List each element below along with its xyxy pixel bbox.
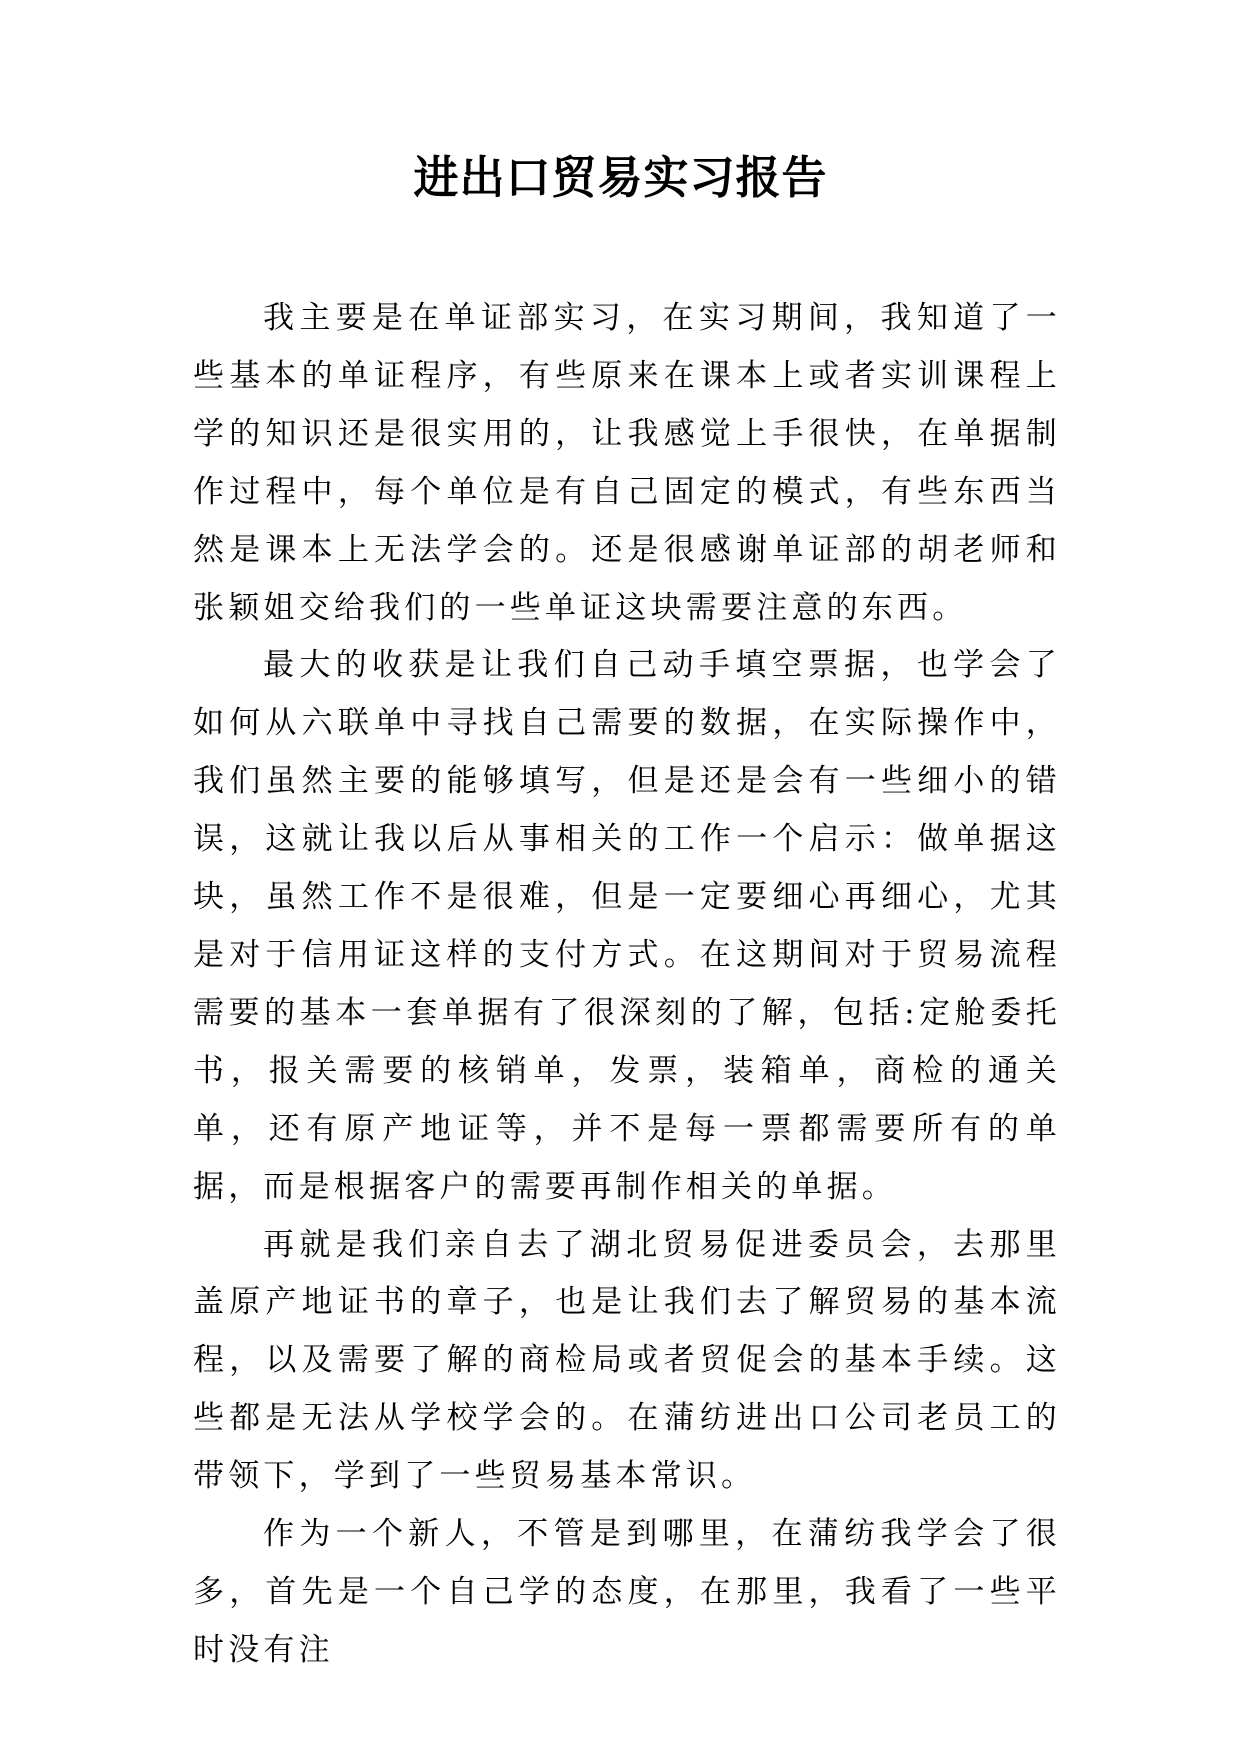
document-body [193,290,1061,1680]
paragraph-4: 作为一个新人，不管是到哪里，在蒲纺我学会了很多，首先是一个自己学的态度，在那里，我看了一些平时没有注 [193,1516,1061,1668]
document-title: 进出口贸易实习报告 [413,151,828,204]
paragraph-1: 我主要是在单证部实习，在实习期间，我知道了一些基本的单证程序，有些原来在课本上或者实训课程上学的知识还是很实用的，让我感觉上手很快，在单据制作过程中，每个单位是有自己固定的模式，有些东西当然是课本上无法学会的。还是很感谢单证部的胡老师和张颖姐交给我们的一些单证这块需要注意的东西。 [193,300,1061,626]
paragraph-2: 最大的收获是让我们自己动手填空票据，也学会了如何从六联单中寻找自己需要的数据，在实际操作中，我们虽然主要的能够填写，但是还是会有一些细小的错误，这就让我以后从事相关的工作一个启示：做单据这块，虽然工作不是很难，但是一定要细心再细心，尤其是对于信用证这样的支付方式。在这期间对于贸易流程需要的基本一套单据有了很深刻的了解，包括:定舱委托书，报关需要的核销单，发票，装箱单，商检的通关单，还有原产地证等，并不是每一票都需要所有的单据，而是根据客户的需要再制作相关的单据。 [193,647,1061,1205]
paragraph-3: 再就是我们亲自去了湖北贸易促进委员会，去那里盖原产地证书的章子，也是让我们去了解贸易的基本流程，以及需要了解的商检局或者贸促会的基本手续。这些都是无法从学校学会的。在蒲纺进出口公司老员工的带领下，学到了一些贸易基本常识。 [193,1226,1061,1495]
